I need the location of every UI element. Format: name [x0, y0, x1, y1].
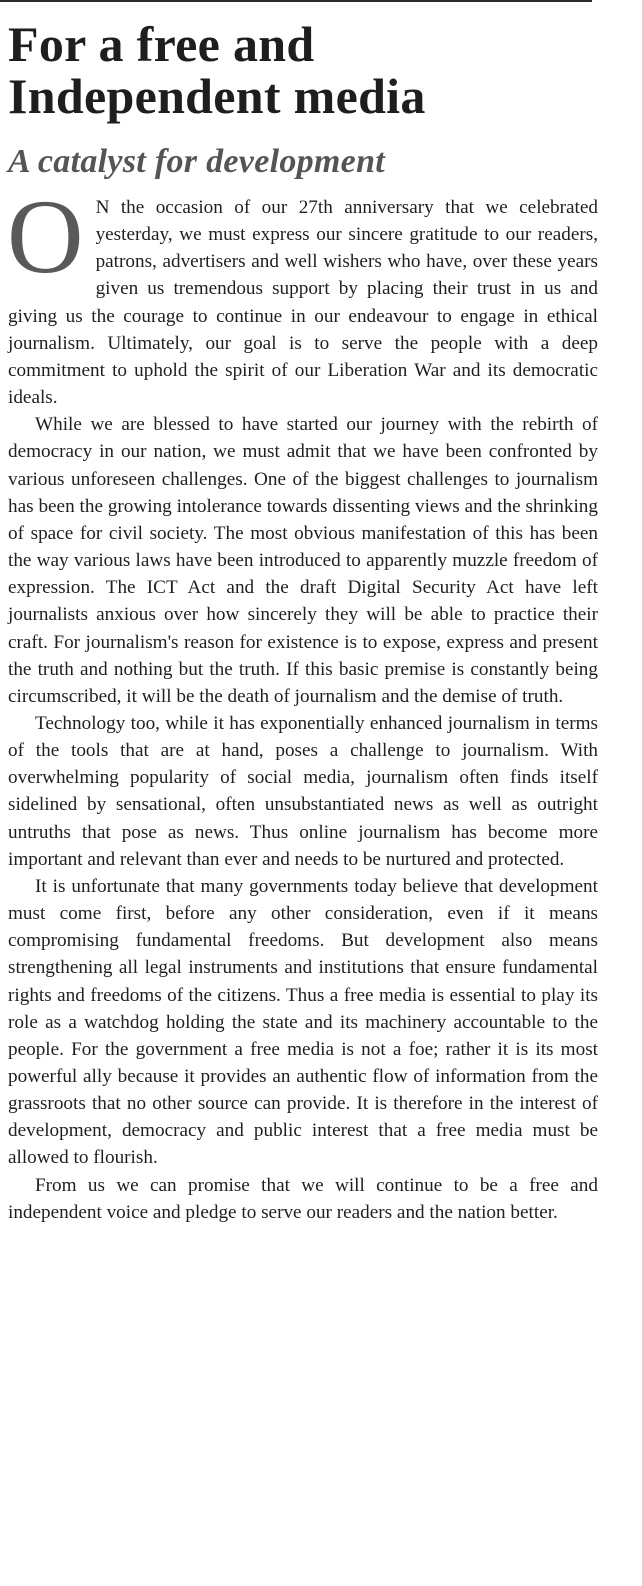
- top-rule: [0, 0, 592, 2]
- paragraph-2: While we are blessed to have started our journey with the rebirth of democracy in our nation, we must admit that we have been confronted by various unforeseen challenges. One of the biggest challenges to journalism has been the growing intolerance towards dissenting views and the shrinking of space for civil society. The most obvious manifestation of this has been the way various laws have been introduced to apparently muzzle freedom of expression. The ICT Act and the draft Digital Security Act have left journalists anxious over how sincerely they will be able to practice their craft. For journalism's reason for existence is to expose, express and present the truth and nothing but the truth. If this basic premise is constantly being circumscribed, it will be the death of journalism and the demise of truth.: [8, 414, 598, 707]
- paragraph-1: [7, 178, 598, 411]
- paragraph-1-text: N the occasion of our 27th anniversary that we celebrated yesterday, we must express our sincere gratitude to our readers, patrons, advertisers and well wishers who have, over these years given us tremendous support by placing their trust in us and giving us the courage to continue in our endeavour to engage in ethical journalism. Ultimately, our goal is to serve the people with a deep commitment to uphold the spirit of our Liberation War and its democratic ideals.: [8, 197, 598, 409]
- headline: For a free and Independent media: [8, 16, 426, 124]
- editorial-article: [8, 18, 598, 1226]
- drop-cap: O: [7, 178, 84, 295]
- article-body: [7, 178, 598, 1226]
- paragraph-3: Technology too, while it has exponentially enhanced journalism in terms of the tools that are at hand, poses a challenge to journalism. With overwhelming popularity of social media, journalism often finds itself sidelined by sensational, often unsubstantiated news as well as outright untruths that pose as news. Thus online journalism has become more important and relevant than ever and needs to be nurtured and protected.: [8, 712, 598, 870]
- paragraph-5: From us we can promise that we will continue to be a free and independent voice and pledge to serve our readers and the nation better.: [8, 1174, 598, 1223]
- subheadline: A catalyst for development: [8, 143, 386, 180]
- paragraph-4: It is unfortunate that many governments today believe that development must come first, before any other consideration, even if it means compromising fundamental freedoms. But development also means strengthening all legal instruments and institutions that ensure fundamental rights and freedoms of the citizens. Thus a free media is essential to play its role as a watchdog holding the state and its machinery accountable to the people. For the government a free media is not a foe; rather it is its most powerful ally because it provides an authentic flow of information from the grassroots that no other source can provide. It is therefore in the interest of development, democracy and public interest that a free media must be allowed to flourish.: [8, 875, 598, 1169]
